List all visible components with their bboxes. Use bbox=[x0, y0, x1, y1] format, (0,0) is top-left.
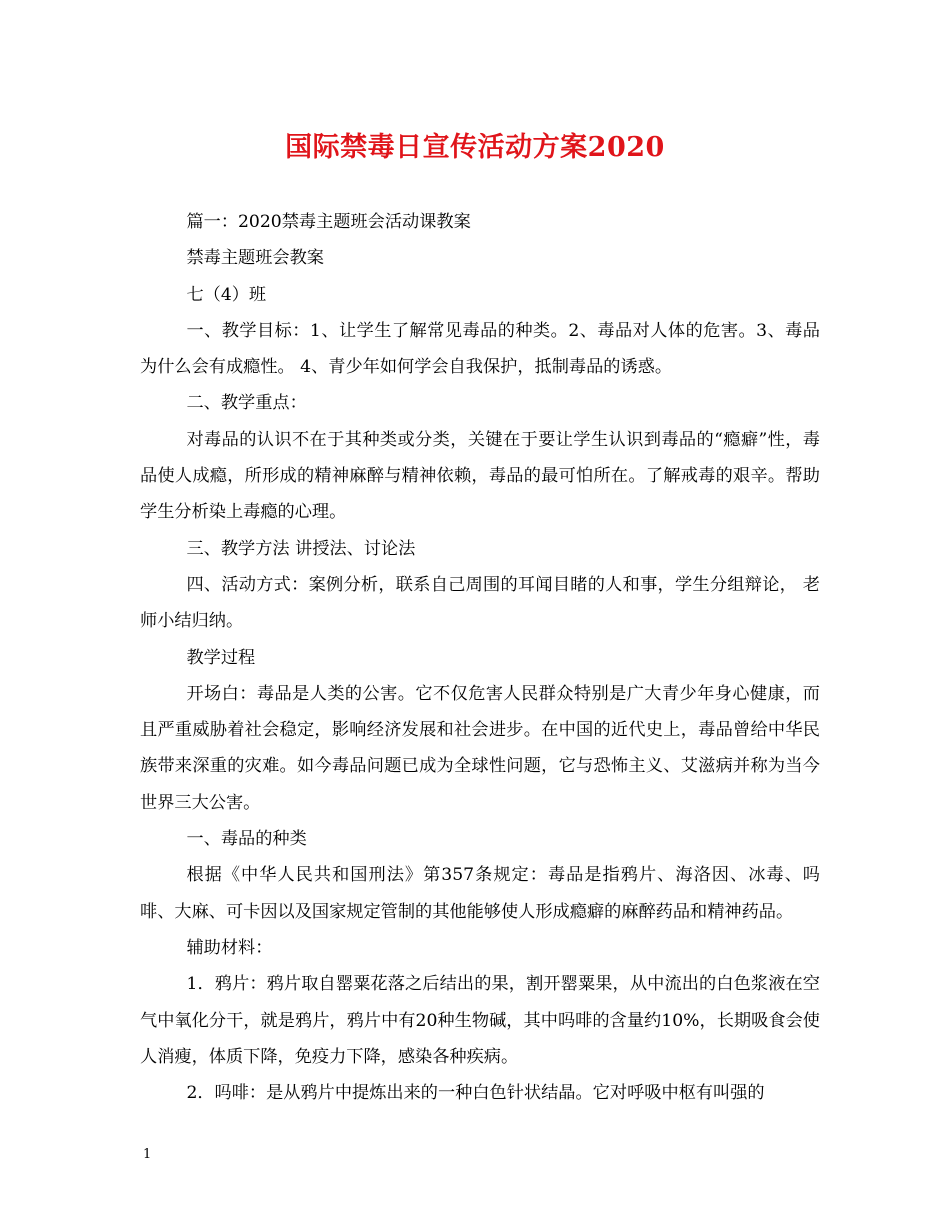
subheading-supplementary: 辅助材料： bbox=[186, 937, 273, 958]
paragraph-opening: 开场白：毒品是人类的公害。它不仅危害人民群众特别是广大青少年身心健康，而且严重威胁着社会稳定，影响经济发展和社会进步。在中国的近代史上，毒品曾给中华民族带来深重的灾难。如今毒品问题已成为全球性问题，它与恐怖主义、艾滋病并称为当今世界三大公害。 bbox=[140, 683, 820, 813]
class-label: 七（4）班 bbox=[186, 284, 267, 305]
paragraph-activity-format: 四、活动方式：案例分析，联系自己周围的耳闻目睹的人和事，学生分组辩论， 老师小结归纳。 bbox=[140, 574, 820, 632]
page-number: 1 bbox=[143, 1147, 152, 1162]
paragraph-teaching-goals: 一、教学目标：1、让学生了解常见毒品的种类。2、毒品对人体的危害。3、毒品为什么会有成瘾性。 4、青少年如何学会自我保护，抵制毒品的诱惑。 bbox=[140, 320, 820, 378]
subheading-teaching-process: 教学过程 bbox=[186, 647, 256, 668]
paragraph-key-points: 对毒品的认识不在于其种类或分类，关键在于要让学生认识到毒品的“瘾癖”性，毒品使人成瘾，所形成的精神麻醉与精神依赖，毒品的最可怕所在。了解戒毒的艰辛。帮助学生分析染上毒瘾的心理。 bbox=[140, 429, 820, 523]
subheading-drug-types: 一、毒品的种类 bbox=[186, 829, 307, 850]
section-heading: 篇一：2020禁毒主题班会活动课教案 bbox=[186, 212, 471, 232]
subheading-key-points: 二、教学重点： bbox=[186, 393, 307, 414]
paragraph-morphine: 2．吗啡：是从鸦片中提炼出来的一种白色针状结晶。它对呼吸中枢有叫强的 bbox=[186, 1083, 765, 1104]
paragraph-law-definition: 根据《中华人民共和国刑法》第357条规定：毒品是指鸦片、海洛因、冰毒、吗啡、大麻、可卡因以及国家规定管制的其他能够使人形成瘾癖的麻醉药品和精神药品。 bbox=[140, 865, 820, 922]
document-title: 国际禁毒日宣传活动方案2020 bbox=[285, 132, 665, 163]
paragraph-teaching-methods: 三、教学方法 讲授法、讨论法 bbox=[186, 538, 416, 559]
document-body bbox=[140, 204, 820, 1111]
paragraph-opium: 1．鸦片：鸦片取自罂粟花落之后结出的果，割开罂粟果，从中流出的白色浆液在空气中氧化分干，就是鸦片，鸦片中有20种生物碱，其中吗啡的含量约10%，长期吸食会使人消瘦，体质下降，免疫力下降，感染各种疾病。 bbox=[140, 974, 820, 1067]
lesson-title: 禁毒主题班会教案 bbox=[186, 248, 324, 269]
